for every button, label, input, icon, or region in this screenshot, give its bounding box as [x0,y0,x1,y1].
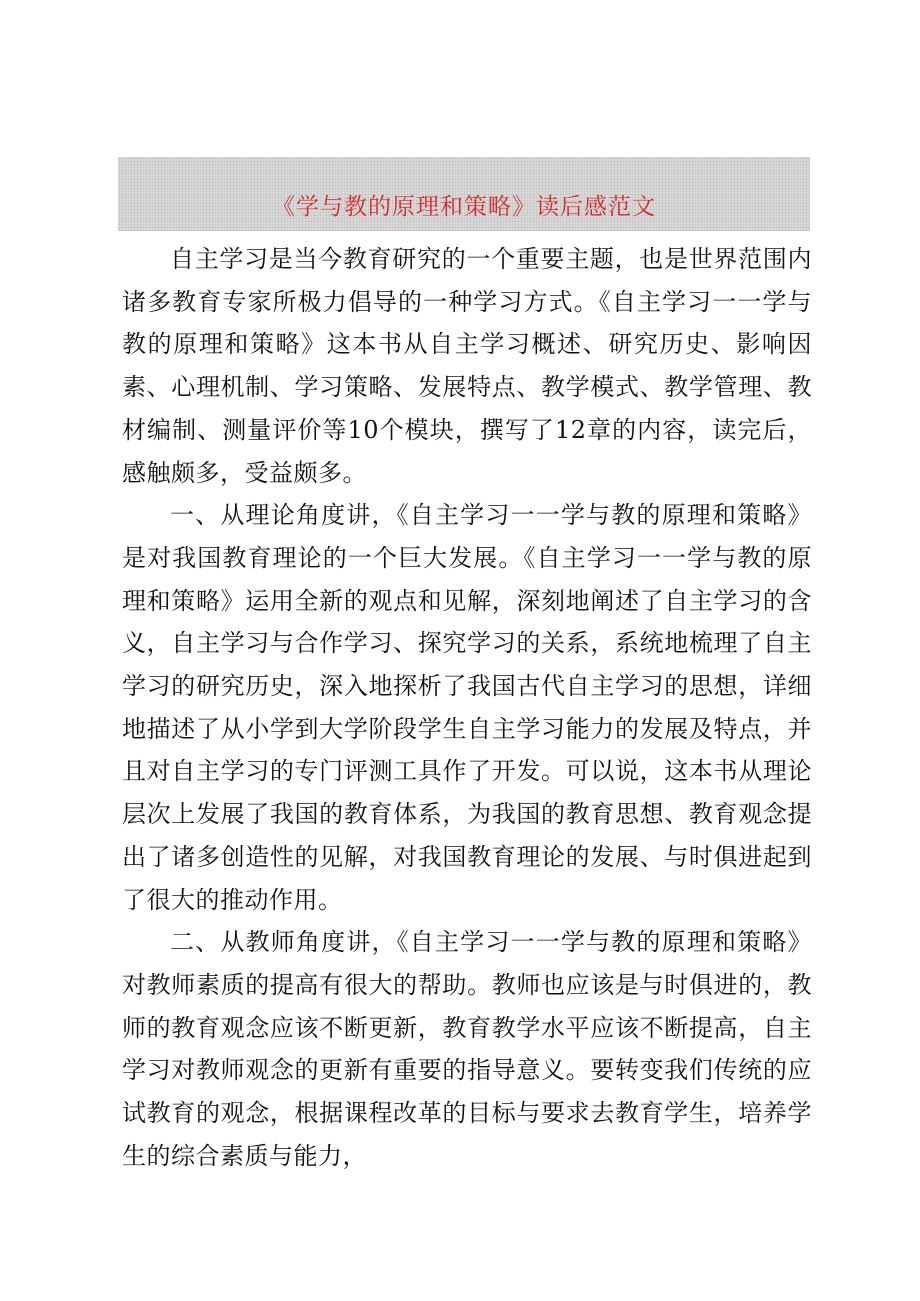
paragraph-intro: 自主学习是当今教育研究的一个重要主题，也是世界范围内诸多教育专家所极力倡导的一种学习方式。《自主学习一一学与教的原理和策略》这本书从自主学习概述、研究历史、影响因素、心理机制、学习策略、发展特点、教学模式、教学管理、教材编制、测量评价等10个模块，撰写了12章的内容，读完后，感触颇多，受益颇多。 [122,245,812,487]
title-banner [118,157,810,231]
paragraph-theory: 一、从理论角度讲，《自主学习一一学与教的原理和策略》是对我国教育理论的一个巨大发展。《自主学习一一学与教的原理和策略》运用全新的观点和见解，深刻地阐述了自主学习的含义，自主学习与合作学习、探究学习的关系，系统地梳理了自主学习的研究历史，深入地探析了我国古代自主学习的思想，详细地描述了从小学到大学阶段学生自主学习能力的发展及特点，并且对自主学习的专门评测工具作了开发。可以说，这本书从理论层次上发展了我国的教育体系，为我国的教育思想、教育观念提出了诸多创造性的见解，对我国教育理论的发展、与时俱进起到了很大的推动作用。 [122,501,812,914]
document-title: 《学与教的原理和策略》读后感范文 [272,194,656,220]
document-body [122,238,812,1177]
paragraph-teacher: 二、从教师角度讲，《自主学习一一学与教的原理和策略》对教师素质的提高有很大的帮助。教师也应该是与时俱进的，教师的教育观念应该不断更新，教育教学水平应该不断提高，自主学习对教师观念的更新有重要的指导意义。要转变我们传统的应试教育的观念，根据课程改革的目标与要求去教育学生，培养学生的综合素质与能力， [122,928,812,1170]
